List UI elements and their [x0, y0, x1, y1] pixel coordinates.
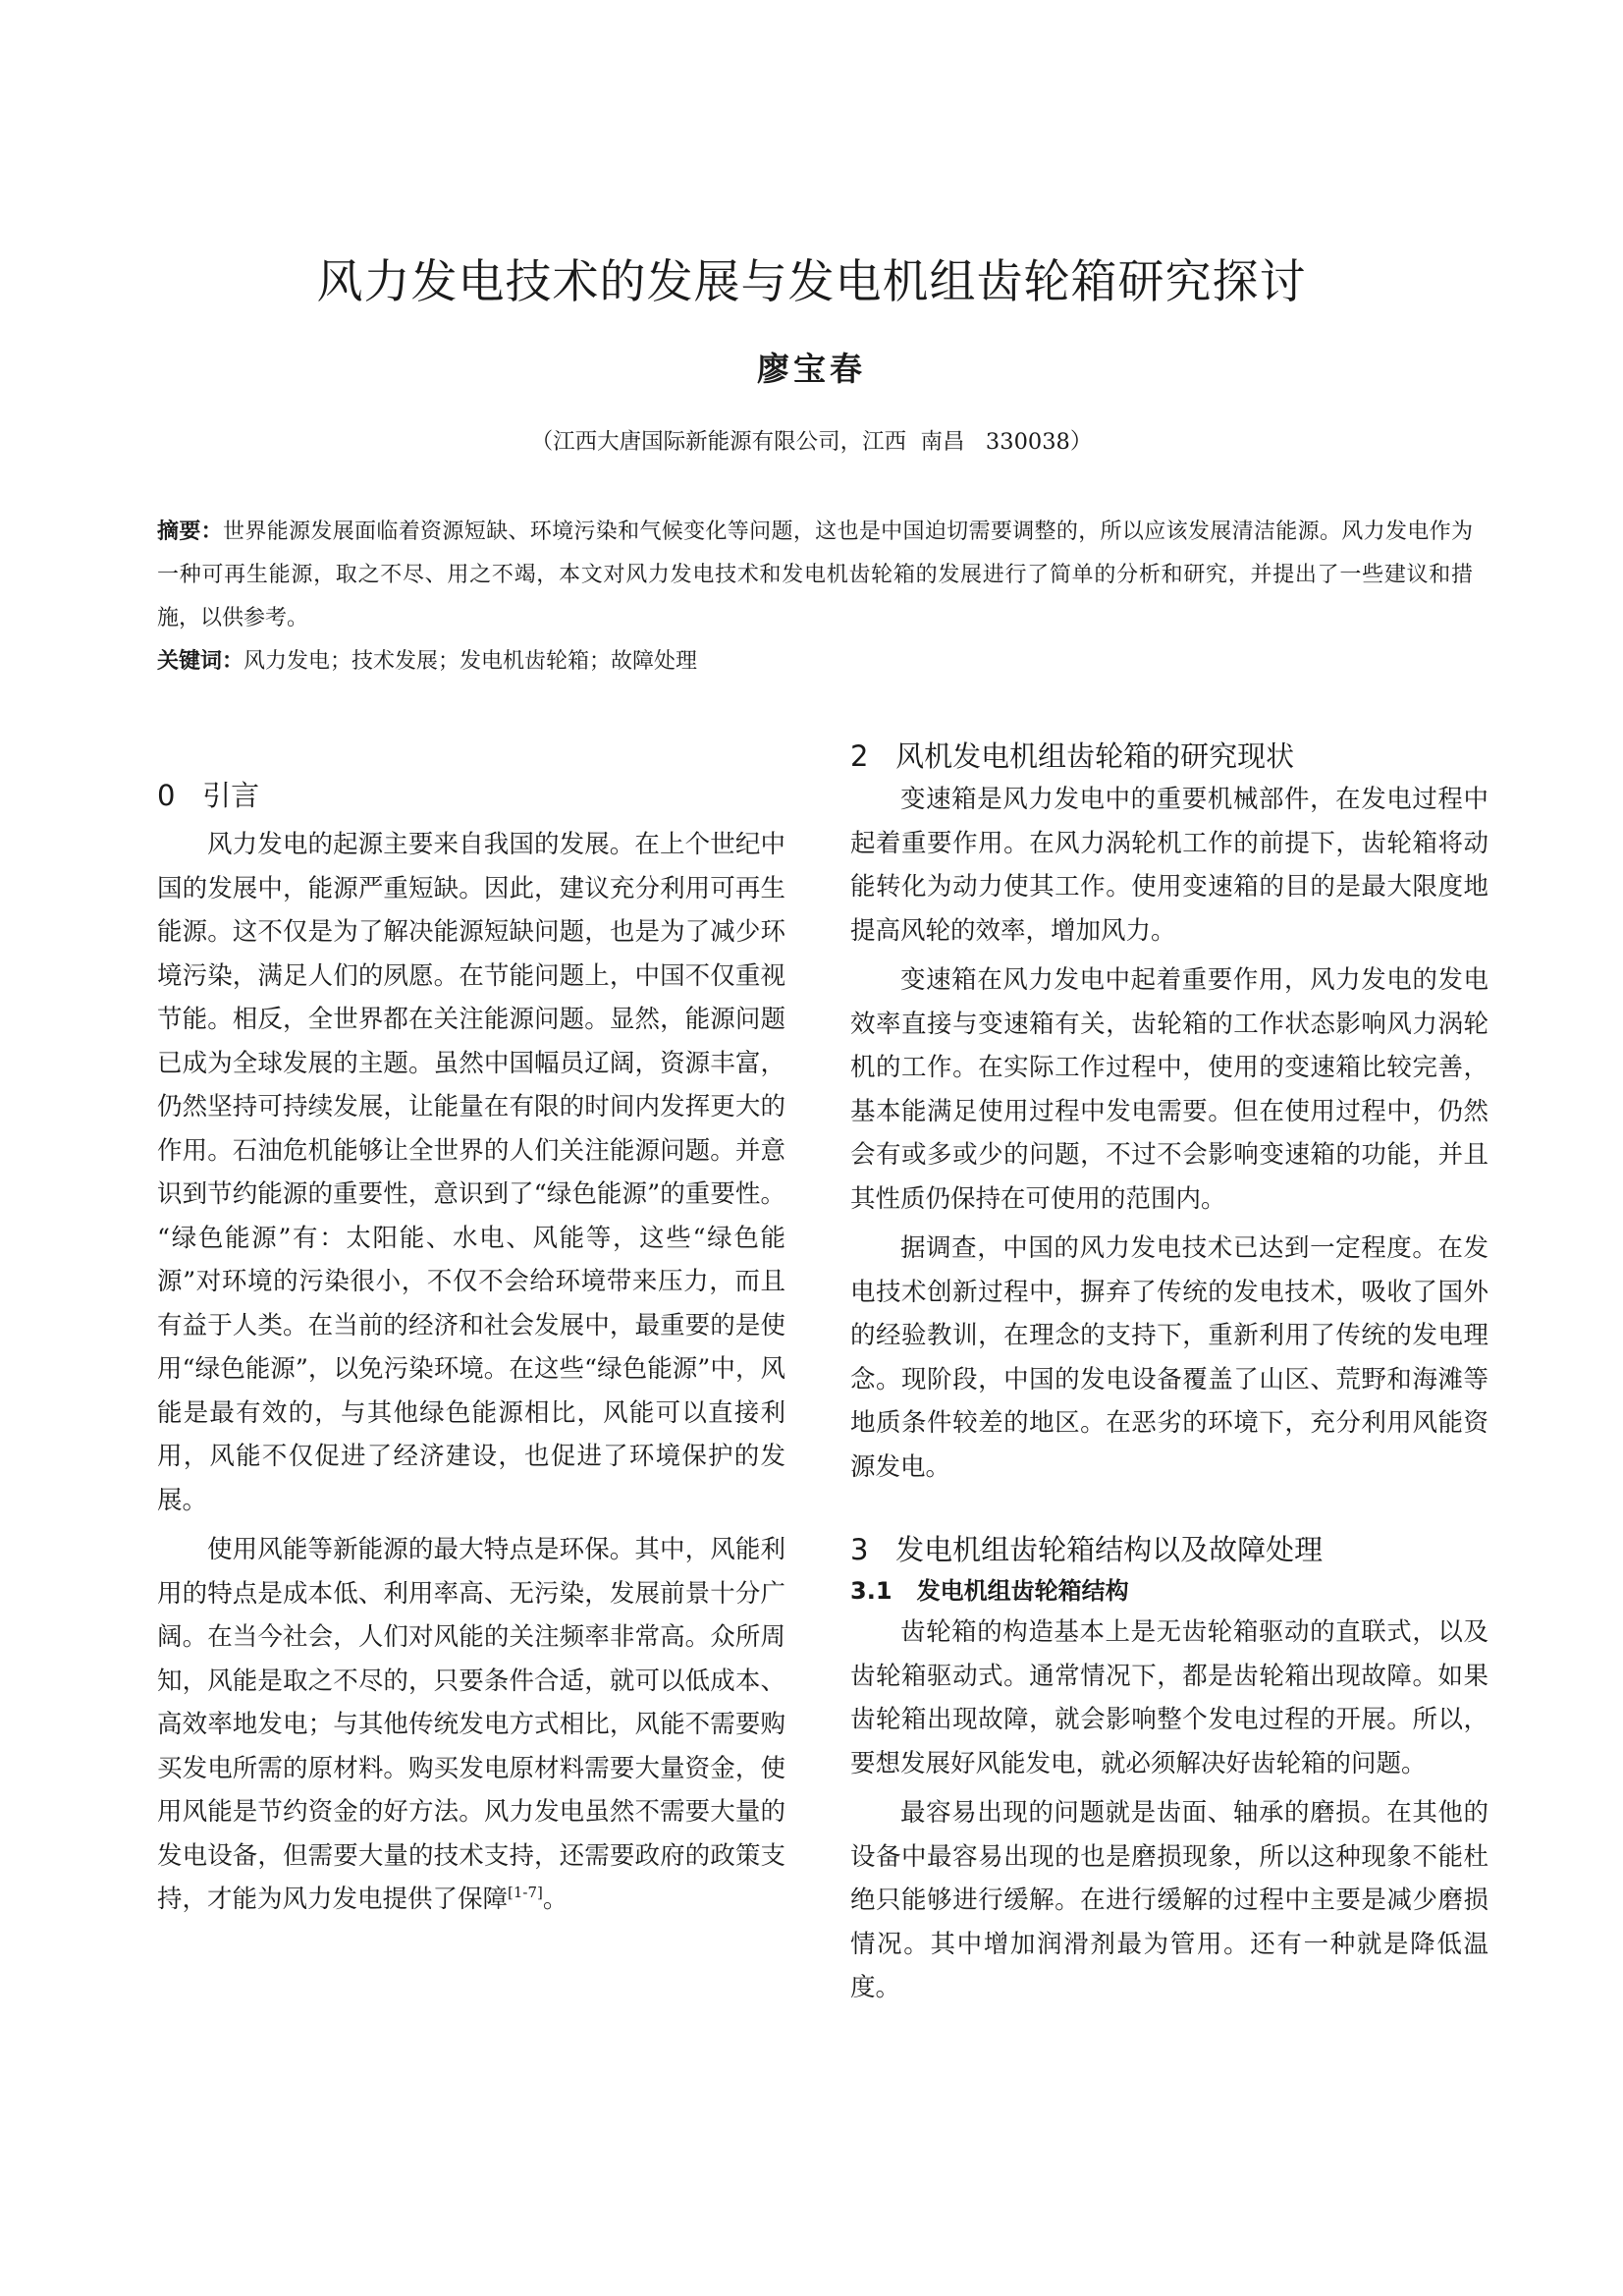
author-name: 廖宝春	[757, 350, 866, 388]
left-column	[157, 774, 785, 1922]
paper-title: 风力发电技术的发展与发电机组齿轮箱研究探讨	[316, 255, 1307, 309]
intro-paragraph-2-text: 使用风能等新能源的最大特点是环保。其中，风能利用的特点是成本低、利用率高、无污染，发展前景十分广阔。在当今社会，人们对风能的关注频率非常高。众所周知，风能是取之不尽的，只要条件合适，就可以低成本、高效率地发电；与其他传统发电方式相比，风能不需要购买发电所需的原材料。购买发电原材料需要大量资金，使用风能是节约资金的好方法。风力发电虽然不需要大量的发电设备，但需要大量的技术支持，还需要政府的政策支持，才能为风力发电提供了保障	[157, 1535, 785, 1914]
keywords-label: 关键词：	[157, 649, 244, 674]
intro-paragraph-2-end: 。	[542, 1885, 568, 1914]
section-heading-research-status: 2 风机发电机组齿轮箱的研究现状	[850, 739, 1295, 773]
abstract	[157, 511, 1473, 640]
abstract-label: 摘要：	[157, 519, 224, 544]
keywords	[157, 640, 697, 683]
intro-paragraph-2	[157, 1528, 785, 1922]
citation-reference: [1-7]	[508, 1884, 543, 1901]
section2-paragraph-2: 变速箱在风力发电中起着重要作用，风力发电的发电效率直接与变速箱有关，齿轮箱的工作状态影响风力涡轮机的工作。在实际工作过程中，使用的变速箱比较完善，基本能满足使用过程中发电需要。但在使用过程中，仍然会有或多或少的问题，不过不会影响变速箱的功能，并且其性质仍保持在可使用的范围内。	[850, 965, 1488, 1214]
section2-paragraph-3: 据调查，中国的风力发电技术已达到一定程度。在发电技术创新过程中，摒弃了传统的发电技术，吸收了国外的经验教训，在理念的支持下，重新利用了传统的发电理念。现阶段，中国的发电设备覆盖了山区、荒野和海滩等地质条件较差的地区。在恶劣的环境下，充分利用风能资源发电。	[850, 1233, 1488, 1482]
intro-paragraph-1: 风力发电的起源主要来自我国的发展。在上个世纪中国的发展中，能源严重短缺。因此，建议充分利用可再生能源。这不仅是为了解决能源短缺问题，也是为了减少环境污染，满足人们的夙愿。在节能问题上，中国不仅重视节能。相反，全世界都在关注能源问题。显然，能源问题已成为全球发展的主题。虽然中国幅员辽阔，资源丰富，仍然坚持可持续发展，让能量在有限的时间内发挥更大的作用。石油危机能够让全世界的人们关注能源问题。并意识到节约能源的重要性，意识到了“绿色能源”的重要性。 “绿色能源”有：太阳能、水电、风能等，这些“绿色能源”对环境的污染很小，不仅不会给环境带来压力，而且有益于人类。在当前的经济和社会发展中，最重要的是使用“绿色能源”，以免污染环境。在这些“绿色能源”中，风能是最有效的，与其他绿色能源相比，风能可以直接利用，风能不仅促进了经济建设，也促进了环境保护的发展。	[157, 830, 785, 1515]
abstract-text: 世界能源发展面临着资源短缺、环境污染和气候变化等问题，这也是中国迫切需要调整的，所以应该发展清洁能源。风力发电作为一种可再生能源，取之不尽、用之不竭，本文对风力发电技术和发电机齿轮箱的发展进行了简单的分析和研究，并提出了一些建议和措施，以供参考。	[157, 519, 1473, 630]
subsection-heading-gearbox-structure: 3.1 发电机组齿轮箱结构	[850, 1577, 1129, 1605]
section3-paragraph-2: 最容易出现的问题就是齿面、轴承的磨损。在其他的设备中最容易出现的也是磨损现象，所以这种现象不能杜绝只能够进行缓解。在进行缓解的过程中主要是减少磨损情况。其中增加润滑剂最为管用。还有一种就是降低温度。	[850, 1798, 1488, 2002]
section2-paragraph-1: 变速箱是风力发电中的重要机械部件，在发电过程中起着重要作用。在风力涡轮机工作的前提下，齿轮箱将动能转化为动力使其工作。使用变速箱的目的是最大限度地提高风轮的效率，增加风力。	[850, 785, 1488, 946]
right-column	[850, 735, 1488, 2010]
section-heading-structure-faults: 3 发电机组齿轮箱结构以及故障处理	[850, 1533, 1324, 1566]
section3-paragraph-1: 齿轮箱的构造基本上是无齿轮箱驱动的直联式，以及齿轮箱驱动式。通常情况下，都是齿轮箱出现故障。如果齿轮箱出现故障，就会影响整个发电过程的开展。所以，要想发展好风能发电，就必须解决好齿轮箱的问题。	[850, 1617, 1488, 1778]
abstract-paragraph	[157, 511, 1473, 640]
author-affiliation: （江西大唐国际新能源有限公司，江西 南昌 330038）	[530, 429, 1093, 455]
keywords-text: 风力发电；技术发展；发电机齿轮箱；故障处理	[243, 649, 698, 674]
section-heading-introduction: 0 引言	[157, 779, 260, 812]
